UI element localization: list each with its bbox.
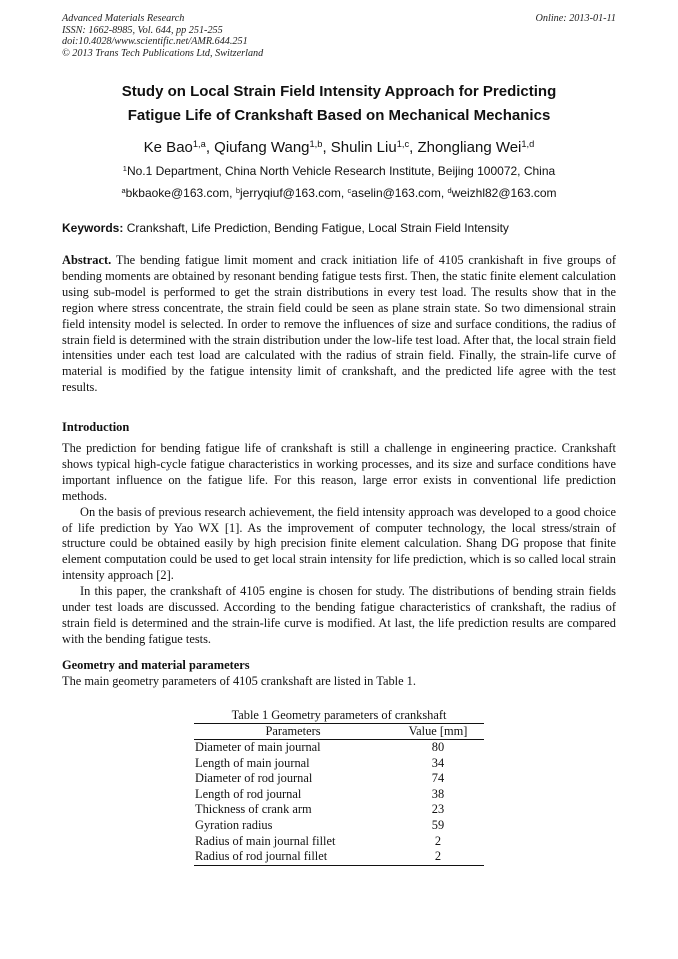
value-cell: 80	[431, 740, 445, 754]
column-header-value: Value [mm]	[392, 724, 484, 740]
journal-header	[62, 13, 616, 59]
copyright-line: © 2013 Trans Tech Publications Ltd, Switzerland	[62, 47, 264, 59]
email-list	[62, 185, 616, 201]
author-name: Zhongliang Wei	[417, 139, 522, 156]
table-row	[194, 756, 484, 772]
journal-name: Advanced Materials Research	[62, 13, 185, 24]
geometry-text: The main geometry parameters of 4105 crankshaft are listed in Table 1.	[62, 674, 416, 688]
paragraph: On the basis of previous research achievement, the field intensity approach was developed to a good choice of life prediction by Yao WX [1]. As the improvement of computer technology, the local stress/strain of structure could be obtained easily by high precision finite element calculation. Shang DG propose that finite element computation could be used to get local strain intensity for life prediction, which is so called local strain intensity approach [2].	[62, 504, 616, 583]
email-sup: b	[235, 186, 240, 196]
parameter-cell: Thickness of crank arm	[195, 802, 312, 817]
introduction-body	[62, 441, 616, 648]
value-cell: 2	[434, 849, 442, 864]
table-row	[194, 834, 484, 850]
introduction-heading: Introduction	[62, 420, 130, 434]
value-cell: 23	[431, 802, 445, 817]
value-cell: 38	[431, 786, 445, 801]
parameter-cell: Radius of main journal fillet	[195, 833, 336, 848]
affiliation-text: No.1 Department, China North Vehicle Research Institute, Beijing 100072, China	[126, 164, 556, 178]
abstract-label: Abstract.	[62, 253, 112, 267]
email-address[interactable]: bkbaoke@163.com	[125, 186, 230, 200]
value-cell: 74	[431, 771, 445, 786]
table-row	[194, 802, 484, 818]
email-address[interactable]: aselin@163.com	[351, 186, 441, 200]
paragraph: In this paper, the crankshaft of 4105 engine is chosen for study. The distributions of bending strain fields under test loads are discussed. According to the bending fatigue characteristics of crankshaft, the radius of strain field is determined and the strain-life curve is modified. At last, the life prediction results are compared with the bending fatigue tests.	[62, 584, 616, 646]
table-1	[194, 707, 484, 866]
title-line-2: Fatigue Life of Crankshaft Based on Mechanical Mechanics	[127, 107, 551, 124]
author-name: Qiufang Wang	[214, 139, 310, 156]
email-sup: d	[447, 186, 452, 196]
author-separator: ,	[205, 139, 215, 156]
abstract	[62, 253, 616, 396]
table-row	[194, 740, 484, 756]
keywords-text: Crankshaft, Life Prediction, Bending Fatigue, Local Strain Field Intensity	[123, 221, 509, 235]
table-row	[194, 818, 484, 834]
author-sup: 1,d	[521, 139, 535, 150]
email-separator: ,	[229, 186, 236, 200]
table-caption: Table 1 Geometry parameters of crankshaft	[231, 708, 447, 722]
parameter-cell: Gyration radius	[195, 817, 273, 832]
author-separator: ,	[322, 139, 331, 156]
value-cell: 34	[431, 755, 445, 770]
author-name: Shulin Liu	[330, 139, 397, 156]
issn-line: ISSN: 1662-8985, Vol. 644, pp 251-255	[62, 24, 223, 36]
parameter-cell: Length of main journal	[195, 755, 310, 770]
email-sup: c	[347, 186, 352, 196]
parameter-cell: Diameter of rod journal	[195, 771, 313, 786]
paragraph: The prediction for bending fatigue life of crankshaft is still a challenge in engineering practice. Crankshaft shows typical high-cycle fatigue characteristics in working processes, and its size and surface conditions have important influence on the fatigue life. For this reason, large error exists in conventional life prediction methods.	[62, 441, 616, 503]
affiliation-sup: 1	[122, 164, 127, 174]
author-name: Ke Bao	[143, 139, 193, 156]
email-address[interactable]: jerryqiuf@163.com	[239, 186, 341, 200]
paper-title	[62, 80, 616, 128]
author-sup: 1,c	[396, 139, 410, 150]
value-cell: 2	[434, 833, 442, 848]
affiliation	[62, 163, 616, 179]
author-sup: 1,a	[192, 139, 206, 150]
table-header-row	[194, 724, 484, 740]
online-date: Online: 2013-01-11	[535, 13, 616, 24]
email-separator: ,	[440, 186, 448, 200]
keywords-label: Keywords:	[62, 221, 124, 235]
parameter-cell: Diameter of main journal	[195, 740, 321, 754]
table-row	[194, 771, 484, 787]
abstract-text: The bending fatigue limit moment and crack initiation life of 4105 crankishaft in five groups of bending moments are obtained by resonant bending fatigue tests first. Then, the static finite element calculation using sub-model is performed to get the strain distributions in every test load. The results show that in the region where stress concentrate, the strain field could be seen as plane strain state. So two dimensional strain field intensity model is selected. In order to remove the influences of size and surface conditions, the radius of strain field is determined with the strain distribution under the low-life test load. After that, the local strain field intensities under each test load are calculated with the radius of strain field. Finally, the strain-life curve of material is modified by the fatigue intensity limit of crankshaft, and the predicted life agree with the test results.	[62, 253, 616, 395]
email-sup: a	[121, 186, 126, 196]
geometry-heading: Geometry and material parameters	[62, 658, 250, 672]
doi-line: doi:10.4028/www.scientific.net/AMR.644.251	[62, 36, 248, 48]
keywords	[62, 220, 616, 236]
title-line-1: Study on Local Strain Field Intensity Approach for Predicting	[121, 83, 557, 100]
author-sup: 1,b	[309, 139, 323, 150]
table-row	[194, 849, 484, 865]
column-header-parameters: Parameters	[194, 724, 392, 740]
email-address[interactable]: weizhl82@163.com	[451, 186, 557, 200]
value-cell: 59	[431, 817, 445, 832]
author-separator: ,	[409, 139, 418, 156]
parameter-cell: Radius of rod journal fillet	[195, 849, 328, 864]
author-list	[62, 138, 616, 158]
parameter-cell: Length of rod journal	[195, 786, 302, 801]
geometry-table	[194, 723, 484, 866]
table-row	[194, 787, 484, 803]
email-separator: ,	[340, 186, 348, 200]
